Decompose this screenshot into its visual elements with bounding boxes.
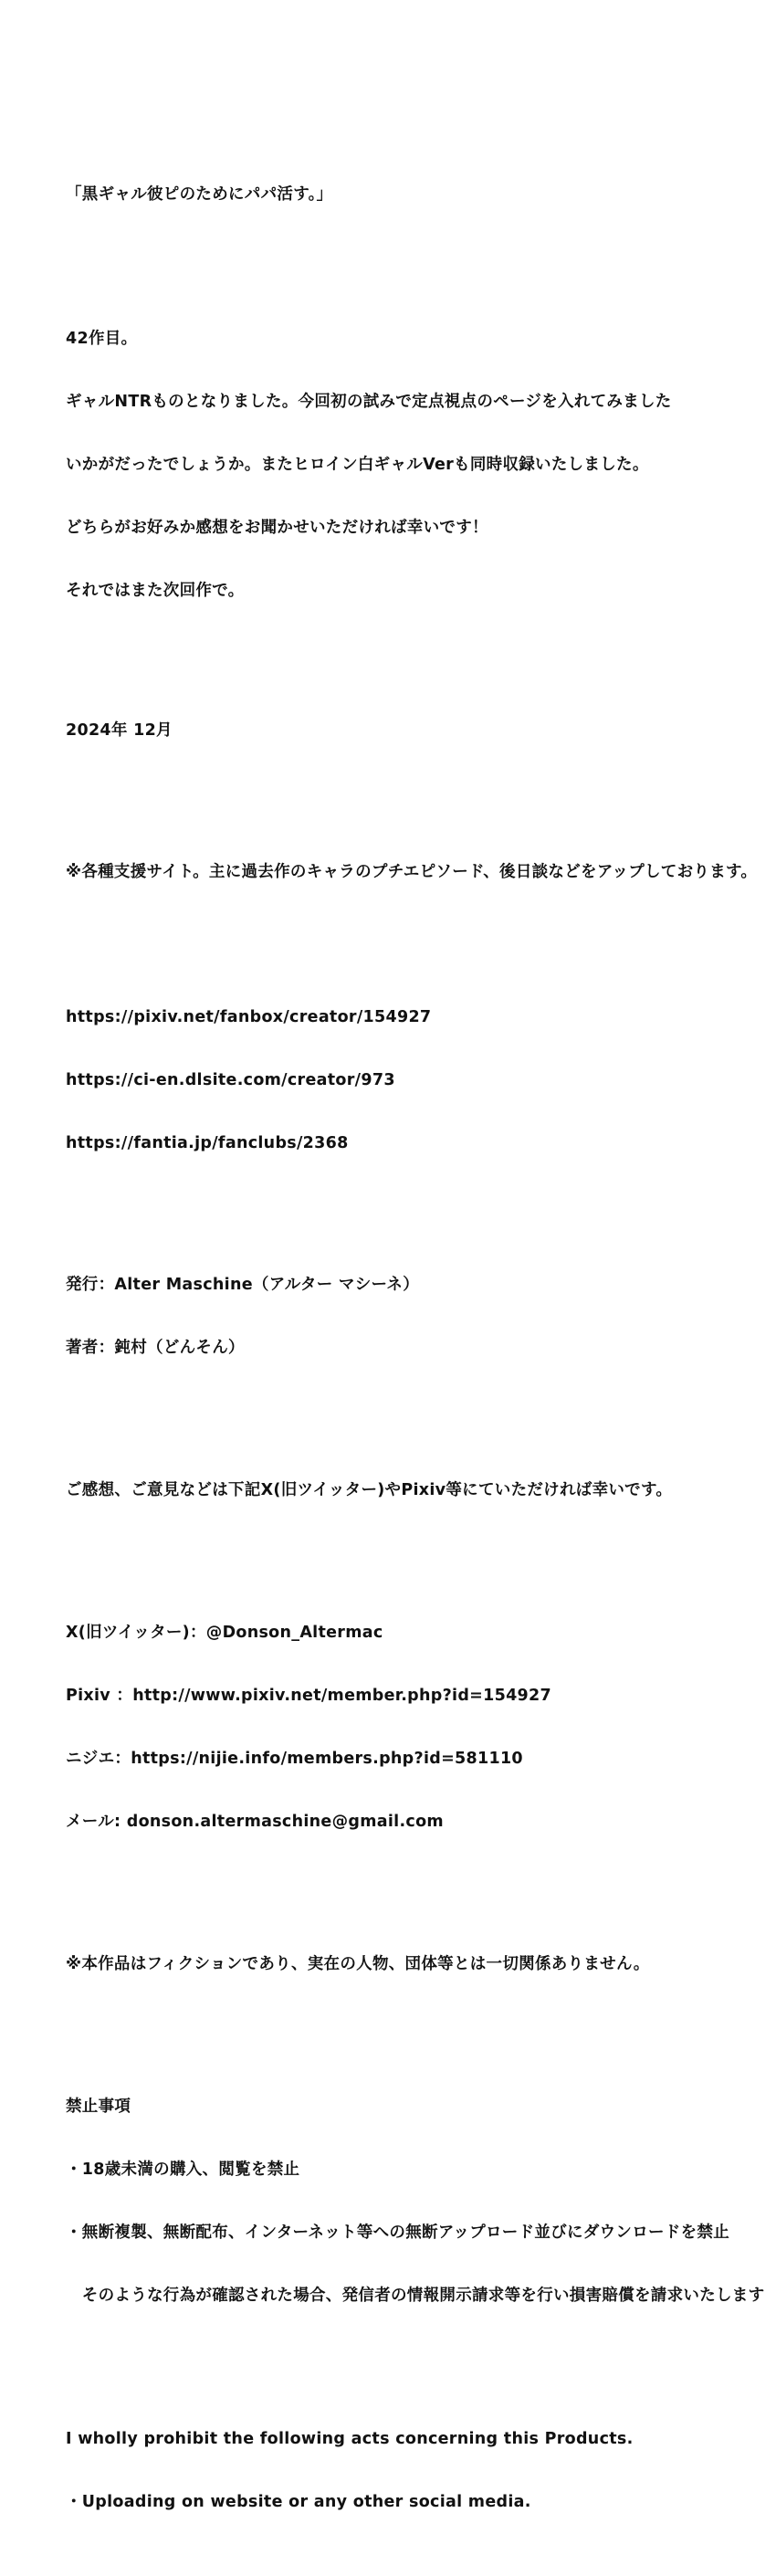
prohibition-item: ・無断複製、無断配布、インターネット等への無断アップロード並びにダウンロードを禁止 [66, 2224, 729, 2242]
prohibition-item: ・18歳未満の購入、閲覧を禁止 [66, 2161, 300, 2179]
support-sites-note: ※各種支援サイト。主に過去作のキャラのプチエピソード、後日談などをアップしております。 [66, 863, 758, 881]
english-notice-line: I wholly prohibit the following acts concerning this Products. [66, 2430, 634, 2448]
contact-pixiv: Pixiv ：http://www.pixiv.net/member.php?id=154927 [66, 1687, 551, 1705]
author-line: 著者：鈍村（どんそん） [66, 1339, 245, 1357]
colophon-text-block [66, 121, 765, 2576]
intro-line: いかがだったでしょうか。またヒロイン白ギャルVerも同時収録いたしました。 [66, 456, 649, 474]
intro-line: 42作目。 [66, 330, 138, 348]
support-link-fantia: https://fantia.jp/fanclubs/2368 [66, 1134, 349, 1152]
intro-line: ギャルNTRものとなりました。今回初の試みで定点視点のページを入れてみました [66, 393, 672, 411]
contact-nijie: ニジエ：https://nijie.info/members.php?id=581110 [66, 1750, 523, 1768]
intro-line: どちらがお好みか感想をお聞かせいただければ幸いです！ [66, 519, 488, 537]
feedback-note: ご感想、ご意見などは下記X(旧ツイッター)やPixiv等にていただければ幸いです。 [66, 1481, 673, 1499]
prohibitions-heading: 禁止事項 [66, 2098, 131, 2116]
support-link-fanbox: https://pixiv.net/fanbox/creator/154927 [66, 1008, 432, 1026]
publisher-line: 発行：Alter Maschine（アルター マシーネ） [66, 1276, 420, 1294]
page-title: 「黒ギャル彼ピのためにパパ活す。」 [66, 185, 333, 204]
publication-date: 2024年 12月 [66, 721, 173, 740]
support-link-cien: https://ci-en.dlsite.com/creator/973 [66, 1071, 395, 1089]
intro-line: それではまた次回作で。 [66, 582, 245, 600]
fiction-disclaimer: ※本作品はフィクションであり、実在の人物、団体等とは一切関係ありません。 [66, 1955, 650, 1973]
prohibition-item-note: そのような行為が確認された場合、発信者の情報開示請求等を行い損害賠償を請求いたします [66, 2287, 765, 2305]
contact-x-twitter: X(旧ツイッター)：@Donson_Altermac [66, 1624, 383, 1642]
english-notice-line: ・Uploading on website or any other social media. [66, 2493, 531, 2511]
contact-email: メール: donson.altermaschine@gmail.com [66, 1813, 444, 1831]
